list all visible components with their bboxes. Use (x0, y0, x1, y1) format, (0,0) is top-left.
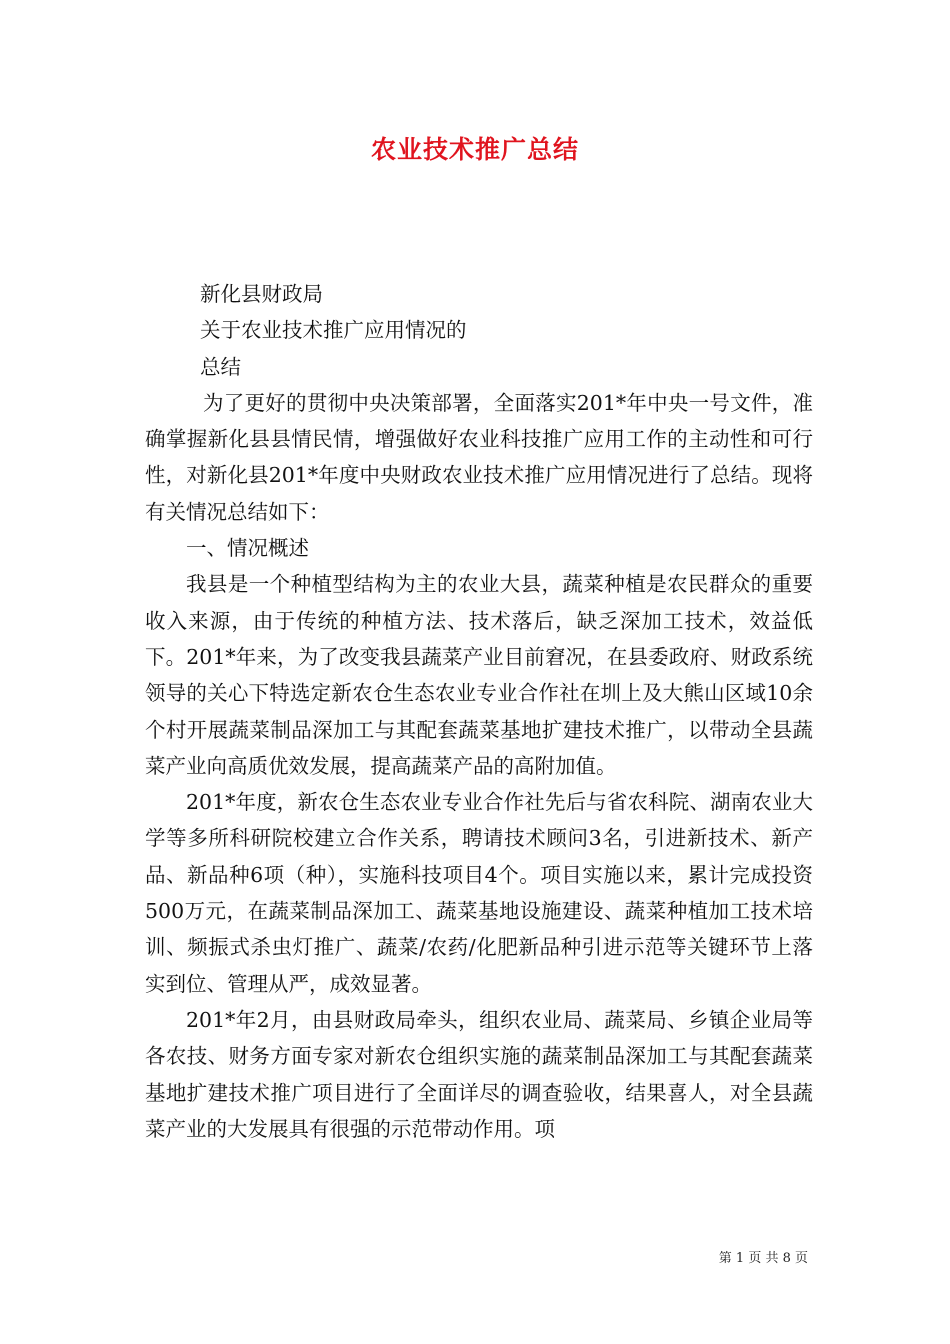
paragraph-annual: 201*年度，新农仓生态农业专业合作社先后与省农科院、湖南农业大学等多所科研院校建立合作关系，聘请技术顾问3名，引进新技术、新产品、新品种6项（种），实施科技项目4个。项目实施以来，累计完成投资500万元，在蔬菜制品深加工、蔬菜基地设施建设、蔬菜种植加工技术培训、频振式杀虫灯推广、蔬菜/农药/化肥新品种引进示范等关键环节上落实到位、管理从严，成效显著。 (145, 790, 813, 996)
header-line-org: 新化县财政局 (200, 282, 323, 306)
document-title: 农业技术推广总结 (370, 135, 579, 164)
document-body (145, 276, 813, 1147)
paragraph-overview: 我县是一个种植型结构为主的农业大县，蔬菜种植是农民群众的重要收入来源，由于传统的种植方法、技术落后，缺乏深加工技术，效益低下。201*年来，为了改变我县蔬菜产业目前窘况，在县委政府、财政系统领导的关心下特选定新农仓生态农业专业合作社在圳上及大熊山区域10余个村开展蔬菜制品深加工与其配套蔬菜基地扩建技术推广，以带动全县蔬菜产业向高质优效发展，提高蔬菜产品的高附加值。 (145, 572, 813, 778)
section-heading-overview: 一、情况概述 (186, 536, 309, 561)
paragraph-acceptance: 201*年2月，由县财政局牵头，组织农业局、蔬菜局、乡镇企业局等各农技、财务方面专家对新农仓组织实施的蔬菜制品深加工与其配套蔬菜基地扩建技术推广项目进行了全面详尽的调查验收，结果喜人，对全县蔬菜产业的大发展具有很强的示范带动作用。项 (145, 1007, 813, 1141)
paragraph-intro: 为了更好的贯彻中央决策部署，全面落实201*年中央一号文件，准确掌握新化县县情民情，增强做好农业科技推广应用工作的主动性和可行性，对新化县201*年度中央财政农业技术推广应用情况进行了总结。现将有关情况总结如下： (145, 390, 813, 524)
header-line-subject: 关于农业技术推广应用情况的 (200, 318, 467, 343)
page-number: 第 1 页 共 8 页 (718, 1251, 808, 1266)
header-line-summary: 总结 (200, 354, 241, 379)
